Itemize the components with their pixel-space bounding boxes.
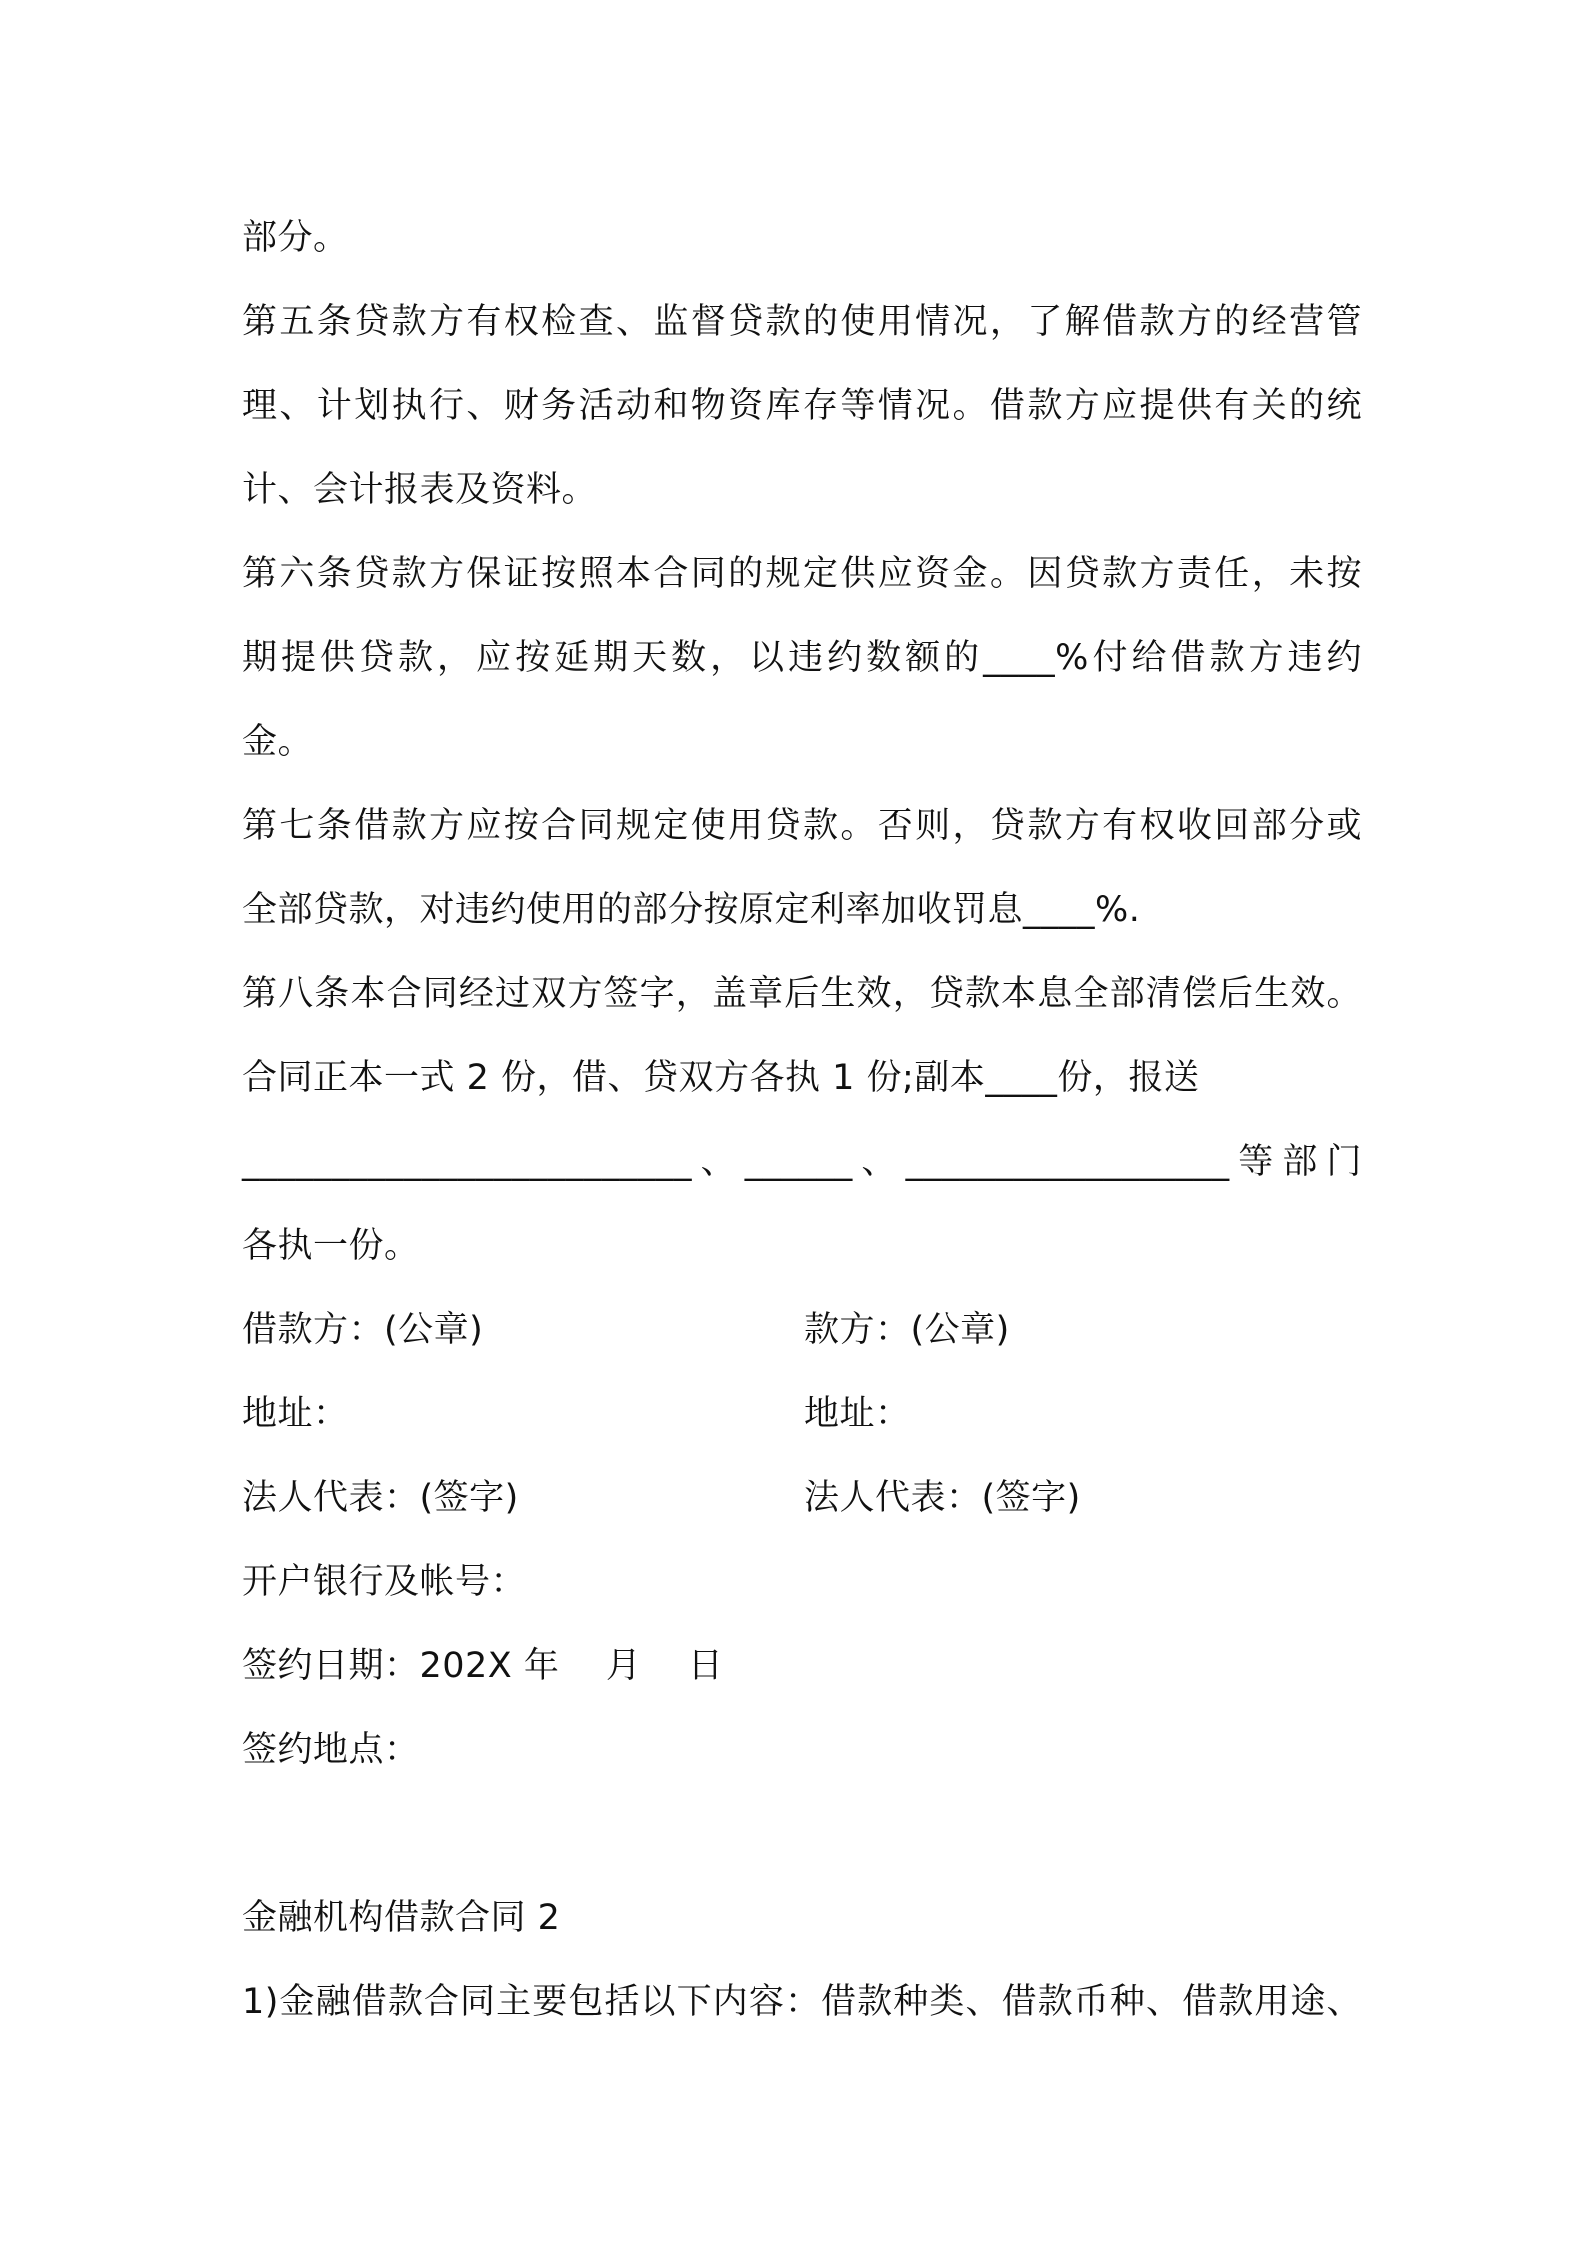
article-5-line: 第五条贷款方有权检查、监督贷款的使用情况，了解借款方的经营管 [242, 302, 1362, 342]
article-8-line: 第八条本合同经过双方签字，盖章后生效，贷款本息全部清偿后生效。 [242, 974, 1362, 1014]
borrower-rep-label: 法人代表：(签字) [242, 1478, 519, 1518]
sign-date-label: 签约日期：202X 年 月 日 [242, 1646, 724, 1686]
article-7-line: 第七条借款方应按合同规定使用贷款。否则，贷款方有权收回部分或 [242, 806, 1362, 846]
text-line: 部分。 [242, 218, 349, 258]
signature-row [242, 1288, 1362, 1372]
text-line: 全部贷款，对违约使用的部分按原定利率加收罚息____%. [242, 890, 1141, 930]
document-page [242, 196, 1362, 2044]
borrower-seal-label: 借款方：(公章) [242, 1310, 484, 1350]
text-line: 计、会计报表及资料。 [242, 470, 598, 510]
signature-row [242, 1456, 1362, 1540]
text-line: 理、计划执行、财务活动和物资库存等情况。借款方应提供有关的统 [242, 386, 1362, 426]
borrower-address-label: 地址： [242, 1394, 349, 1434]
signature-row [242, 1372, 1362, 1456]
text-line: 期提供贷款，应按延期天数，以违约数额的____%付给借款方违约 [242, 638, 1362, 678]
article-6-line: 第六条贷款方保证按照本合同的规定供应资金。因贷款方责任，未按 [242, 554, 1362, 594]
section-2-line: 1)金融借款合同主要包括以下内容：借款种类、借款币种、借款用途、 [242, 1982, 1362, 2022]
lender-seal-label: 款方：(公章) [804, 1310, 1010, 1350]
bank-account-label: 开户银行及帐号： [242, 1562, 527, 1602]
section-2-title: 金融机构借款合同 2 [242, 1898, 561, 1938]
text-line: 各执一份。 [242, 1226, 420, 1266]
lender-address-label: 地址： [804, 1394, 911, 1434]
text-line: _________________________、______、__________________等部门 [242, 1142, 1362, 1182]
section-gap [242, 1792, 1362, 1876]
lender-rep-label: 法人代表：(签字) [804, 1478, 1081, 1518]
sign-place-label: 签约地点： [242, 1730, 420, 1770]
text-line: 金。 [242, 722, 314, 762]
text-line: 合同正本一式 2 份，借、贷双方各执 1 份;副本____份，报送 [242, 1058, 1200, 1098]
